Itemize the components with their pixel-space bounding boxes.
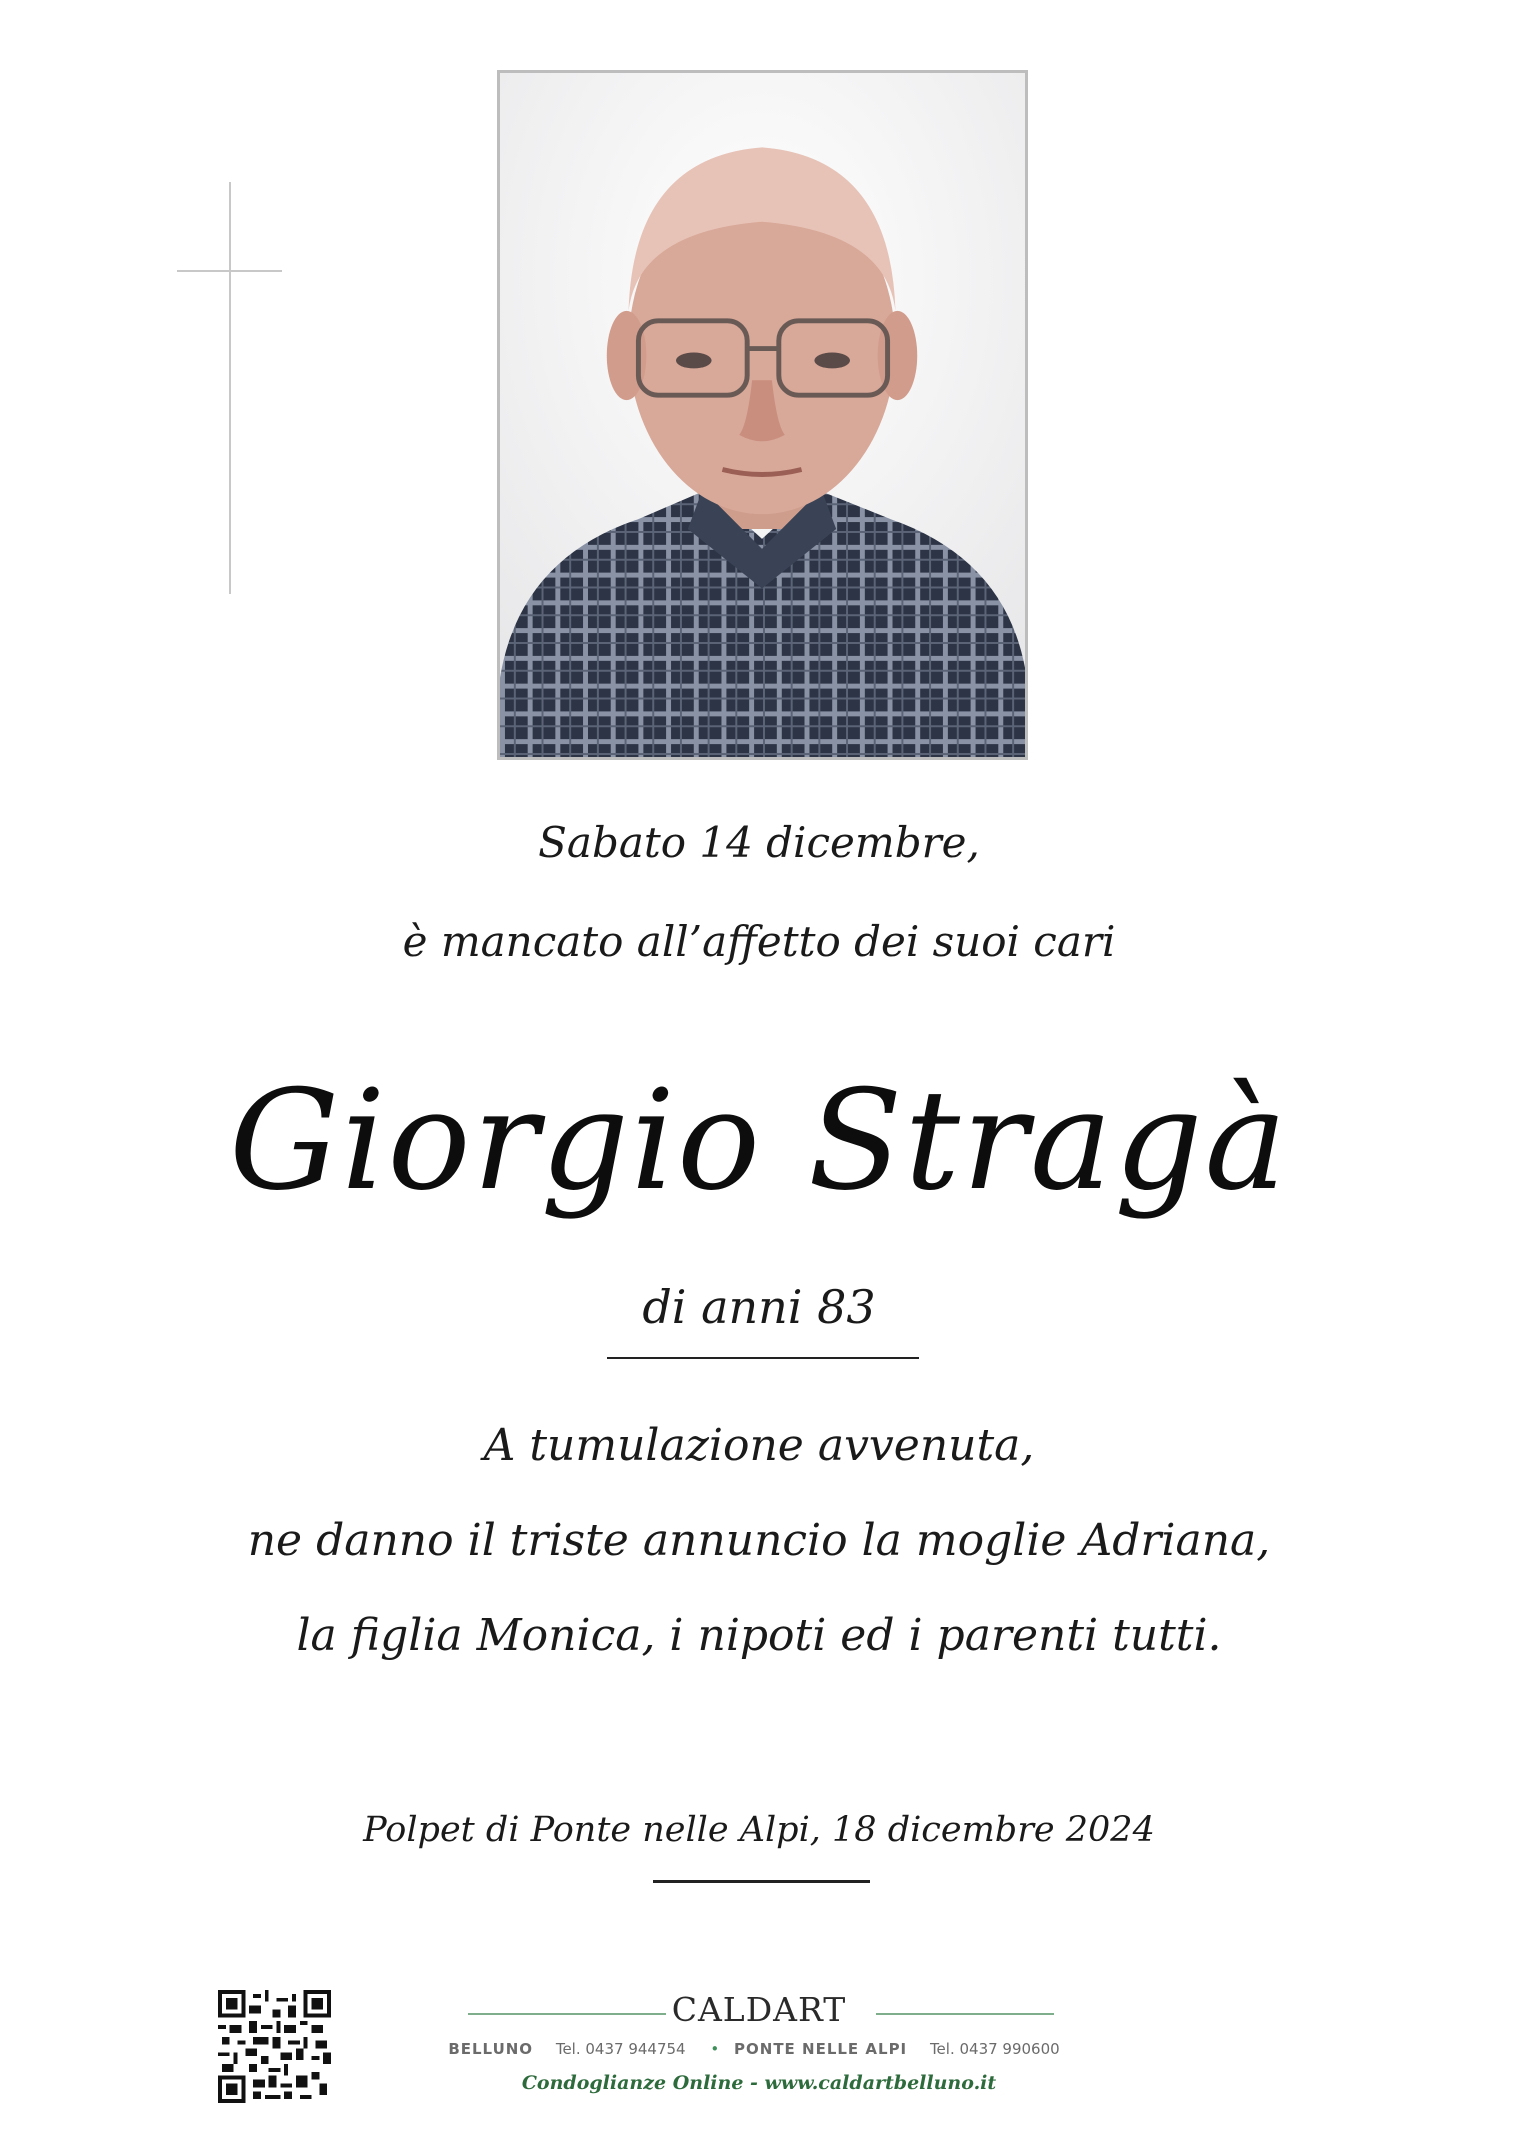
city-ponte-nelle-alpi: PONTE NELLE ALPI — [734, 2040, 908, 2058]
deceased-name: Giorgio Stragà — [229, 1060, 1289, 1221]
contacts-row — [0, 2040, 1518, 2058]
brand-rule-right — [876, 2013, 1054, 2015]
divider-rule-bottom — [653, 1880, 870, 1883]
portrait-photo — [497, 70, 1028, 760]
cross-horizontal — [177, 270, 282, 272]
separator-dot: • — [710, 2040, 720, 2058]
place-date: Polpet di Ponte nelle Alpi, 18 dicembre 2024 — [363, 1810, 1155, 1850]
tel-ponte-nelle-alpi[interactable]: Tel. 0437 990600 — [929, 2040, 1060, 2058]
brand-logo: CALDART — [671, 1990, 847, 2029]
announcement-line-2: ne danno il triste annuncio la moglie Adriana, — [247, 1515, 1271, 1566]
death-date-line: Sabato 14 dicembre, — [538, 818, 980, 867]
city-belluno: BELLUNO — [448, 2040, 534, 2058]
divider-rule — [607, 1357, 919, 1359]
portrait-illustration — [500, 73, 1025, 757]
cross-vertical — [229, 182, 231, 594]
announcement-line-3: la figlia Monica, i nipoti ed i parenti tutti. — [296, 1610, 1222, 1661]
tel-belluno[interactable]: Tel. 0437 944754 — [555, 2040, 686, 2058]
age-line: di anni 83 — [642, 1280, 876, 1334]
announcement-line-1: A tumulazione avvenuta, — [483, 1420, 1035, 1471]
intro-line: è mancato all’affetto dei suoi cari — [402, 917, 1116, 966]
online-condolences-link[interactable]: Condoglianze Online - www.caldartbelluno.it — [521, 2072, 997, 2094]
